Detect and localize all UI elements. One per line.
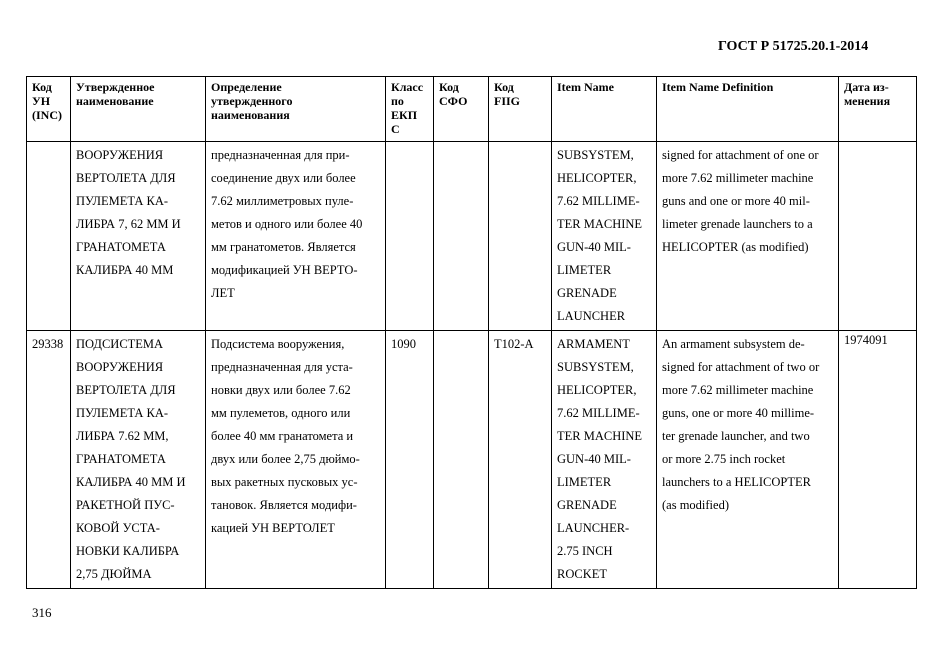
cell-name <box>71 142 206 331</box>
cell-fiig <box>489 142 552 331</box>
cell-line: тановок. Является модифи- <box>211 498 357 512</box>
header-line: Item Name <box>557 80 614 94</box>
cell-line: TER MACHINE <box>557 429 643 443</box>
cell-line: двух или более 2,75 дюймо- <box>211 452 360 466</box>
cell-line: мм гранатометов. Является <box>211 240 356 254</box>
cell-line: предназначенная для при- <box>211 148 350 162</box>
cell-line: LIMETER <box>557 475 612 489</box>
cell-line: КОВОЙ УСТА- <box>76 521 160 535</box>
cell-line: КАЛИБРА 40 ММ И <box>76 475 186 489</box>
cell-line: 2.75 INCH <box>557 544 613 558</box>
cell-line: ПОДСИСТЕМА <box>76 337 164 351</box>
cell-class <box>386 142 434 331</box>
cell-line: SUBSYSTEM, <box>557 360 634 374</box>
header-row <box>27 77 917 142</box>
header-line: по <box>391 94 404 108</box>
table-row <box>27 142 917 331</box>
catalog-table <box>26 76 917 589</box>
col-definition-header <box>206 77 386 142</box>
header-line: менения <box>844 94 891 108</box>
cell-line: ГРАНАТОМЕТА <box>76 452 166 466</box>
cell-line: 7.62 MILLIME- <box>557 406 640 420</box>
cell-line: КАЛИБРА 40 ММ <box>76 263 174 277</box>
cell-line: более 40 мм гранатомета и <box>211 429 354 443</box>
cell-line: guns and one or more 40 mil- <box>662 194 810 208</box>
cell-inc: 29338 <box>27 331 71 589</box>
page-number: 316 <box>32 605 52 620</box>
cell-line: вых ракетных пусковых ус- <box>211 475 358 489</box>
header-line: Item Name Definition <box>662 80 774 94</box>
header-line: Код <box>494 80 514 94</box>
cell-line: 7.62 миллиметровых пуле- <box>211 194 354 208</box>
cell-line: новки двух или более 7.62 <box>211 383 351 397</box>
col-item-name-header <box>552 77 657 142</box>
cell-line: 2,75 ДЮЙМА <box>76 567 152 581</box>
cell-line: more 7.62 millimeter machine <box>662 171 814 185</box>
cell-line: signed for attachment of one or <box>662 148 819 162</box>
header-line: СФО <box>439 94 468 108</box>
header-line: утвержденного <box>211 94 293 108</box>
cell-line: HELICOPTER (as modified) <box>662 240 809 254</box>
cell-line: or more 2.75 inch rocket <box>662 452 786 466</box>
cell-line: ЛИБРА 7, 62 ММ И <box>76 217 181 231</box>
cell-line: ter grenade launcher, and two <box>662 429 810 443</box>
header-line: (INC) <box>32 108 62 122</box>
cell-fiig: T102-A <box>489 331 552 589</box>
col-fiig-header <box>489 77 552 142</box>
cell-line: ЛИБРА 7.62 ММ, <box>76 429 169 443</box>
col-name-header <box>71 77 206 142</box>
col-date-header <box>839 77 917 142</box>
cell-line: 7.62 MILLIME- <box>557 194 640 208</box>
header-line: Код <box>439 80 459 94</box>
col-item-def-header <box>657 77 839 142</box>
table-header <box>27 77 917 142</box>
cell-line: соединение двух или более <box>211 171 356 185</box>
cell-item-def <box>657 331 839 589</box>
cell-sfo <box>434 142 489 331</box>
cell-item-def <box>657 142 839 331</box>
cell-line: An armament subsystem de- <box>662 337 805 351</box>
header-line: С <box>391 122 400 136</box>
cell-line: ПУЛЕМЕТА КА- <box>76 194 169 208</box>
cell-item-name <box>552 331 657 589</box>
cell-line: more 7.62 millimeter machine <box>662 383 814 397</box>
cell-line: limeter grenade launchers to a <box>662 217 813 231</box>
cell-sfo <box>434 331 489 589</box>
col-sfo-header <box>434 77 489 142</box>
cell-line: TER MACHINE <box>557 217 643 231</box>
header-line: наименование <box>76 94 154 108</box>
cell-line: launchers to a HELICOPTER <box>662 475 811 489</box>
cell-line: ВЕРТОЛЕТА ДЛЯ <box>76 171 176 185</box>
header-line: УН <box>32 94 51 108</box>
cell-line: HELICOPTER, <box>557 171 637 185</box>
header-line: Код <box>32 80 52 94</box>
cell-line: кацией УН ВЕРТОЛЕТ <box>211 521 335 535</box>
cell-line: guns, one or more 40 millime- <box>662 406 815 420</box>
cell-line: GRENADE <box>557 498 617 512</box>
cell-date: 1974091 <box>839 331 917 589</box>
header-line: Утвержденное <box>76 80 155 94</box>
cell-line: GUN-40 MIL- <box>557 452 631 466</box>
table-row <box>27 331 917 589</box>
cell-line: LIMETER <box>557 263 612 277</box>
cell-definition <box>206 331 386 589</box>
cell-line: предназначенная для уста- <box>211 360 353 374</box>
header-line: Класс <box>391 80 424 94</box>
cell-line: ROCKET <box>557 567 607 581</box>
cell-line: НОВКИ КАЛИБРА <box>76 544 180 558</box>
cell-line: SUBSYSTEM, <box>557 148 634 162</box>
cell-class: 1090 <box>386 331 434 589</box>
cell-line: модификацией УН ВЕРТО- <box>211 263 358 277</box>
cell-line: мм пулеметов, одного или <box>211 406 351 420</box>
cell-line: Подсистема вооружения, <box>211 337 345 351</box>
header-line: Определение <box>211 80 282 94</box>
cell-line: HELICOPTER, <box>557 383 637 397</box>
cell-line: GUN-40 MIL- <box>557 240 631 254</box>
cell-line: LAUNCHER- <box>557 521 630 535</box>
header-line: ЕКП <box>391 108 418 122</box>
cell-line: GRENADE <box>557 286 617 300</box>
cell-line: РАКЕТНОЙ ПУС- <box>76 498 175 512</box>
cell-line: ПУЛЕМЕТА КА- <box>76 406 169 420</box>
document-title: ГОСТ Р 51725.20.1-2014 <box>718 39 869 54</box>
cell-line: ВООРУЖЕНИЯ <box>76 360 164 374</box>
cell-line: ARMAMENT <box>557 337 630 351</box>
cell-line: ВЕРТОЛЕТА ДЛЯ <box>76 383 176 397</box>
cell-inc <box>27 142 71 331</box>
cell-line: LAUNCHER <box>557 309 626 323</box>
cell-line: метов и одного или более 40 <box>211 217 363 231</box>
cell-definition <box>206 142 386 331</box>
cell-name <box>71 331 206 589</box>
cell-date <box>839 142 917 331</box>
cell-line: signed for attachment of two or <box>662 360 820 374</box>
cell-line: ВООРУЖЕНИЯ <box>76 148 164 162</box>
header-line: Дата из- <box>844 80 889 94</box>
table-body <box>27 142 917 589</box>
cell-line: ГРАНАТОМЕТА <box>76 240 166 254</box>
col-inc-header <box>27 77 71 142</box>
header-line: FIIG <box>494 94 521 108</box>
cell-line: ЛЕТ <box>211 286 235 300</box>
cell-line: (as modified) <box>662 498 729 512</box>
header-line: наименования <box>211 108 290 122</box>
cell-item-name <box>552 142 657 331</box>
col-class-header <box>386 77 434 142</box>
